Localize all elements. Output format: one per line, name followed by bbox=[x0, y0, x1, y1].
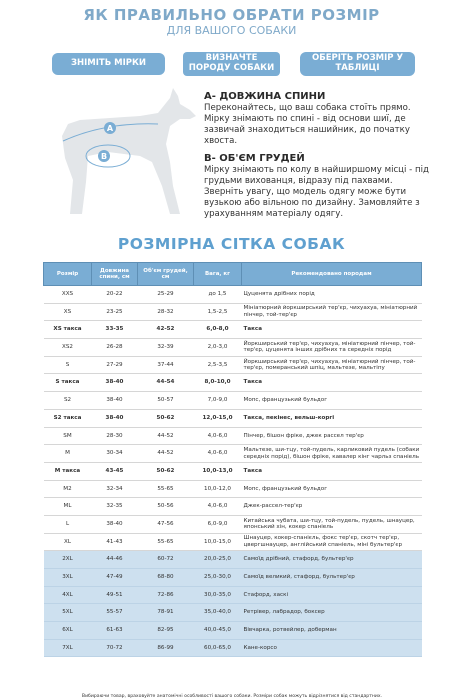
table-row bbox=[44, 515, 422, 533]
table-row bbox=[44, 356, 422, 374]
table-row bbox=[44, 303, 422, 321]
table-row bbox=[44, 392, 422, 410]
cell-weight: 20,0-25,0 bbox=[194, 551, 242, 569]
table-row bbox=[44, 321, 422, 339]
cell-chest: 37-44 bbox=[138, 356, 194, 374]
cell-size: ML bbox=[44, 498, 92, 516]
cell-weight: 30,0-35,0 bbox=[194, 586, 242, 604]
breed-button[interactable]: ВИЗНАЧТЕ ПОРОДУ СОБАКИ bbox=[183, 52, 280, 76]
cell-back: 33-35 bbox=[92, 321, 138, 339]
cell-back: 26-28 bbox=[92, 339, 138, 357]
cell-chest: 68-80 bbox=[138, 569, 194, 587]
cell-back: 27-29 bbox=[92, 356, 138, 374]
cell-weight: 10,0-15,0 bbox=[194, 533, 242, 551]
cell-back: 47-49 bbox=[92, 569, 138, 587]
cell-breeds: Мальтезе, ши-тцу, той-пудель, карликовий пудель (собаки середніх порід), бішон фріке, кавалер кінг чарльз спаніель bbox=[242, 445, 422, 463]
size-table-button[interactable]: ОБЕРІТЬ РОЗМІР У ТАБЛИЦІ bbox=[300, 52, 415, 76]
cell-back: 38-40 bbox=[92, 515, 138, 533]
cell-breeds: Кане-корсо bbox=[242, 639, 422, 657]
cell-breeds: Такса, пекінес, вельш-коргі bbox=[242, 409, 422, 427]
header-size: Розмір bbox=[44, 263, 92, 286]
section-a-text: Переконайтесь, що ваш собака стоїть прямо. Мірку знімають по спині - від основи шиї, де зазвичай знаходиться нашийник, до початку хвоста. bbox=[204, 103, 411, 146]
cell-back: 38-40 bbox=[92, 409, 138, 427]
cell-size: S2 bbox=[44, 392, 92, 410]
cell-size: XL bbox=[44, 533, 92, 551]
table-row bbox=[44, 339, 422, 357]
cell-size: M bbox=[44, 445, 92, 463]
cell-weight: 4,0-6,0 bbox=[194, 427, 242, 445]
table-row bbox=[44, 533, 422, 551]
cell-weight: до 1,5 bbox=[194, 286, 242, 304]
cell-back: 61-63 bbox=[92, 622, 138, 640]
cell-chest: 44-52 bbox=[138, 427, 194, 445]
cell-size: SM bbox=[44, 427, 92, 445]
cell-back: 32-34 bbox=[92, 480, 138, 498]
cell-breeds: Китайська чубата, ши-тцу, той-пудель, пудель, шнауцер, японський хін, кокер спаніель bbox=[242, 515, 422, 533]
cell-weight: 1,5-2,5 bbox=[194, 303, 242, 321]
cell-breeds: Джек-рассел-тер'єр bbox=[242, 498, 422, 516]
cell-breeds: Йоркширський тер'єр, чихуахуа, мініатюрний пінчер, той-тер'єр, померанський шпіц, мальтезе, мальтіпу bbox=[242, 356, 422, 374]
header-chest: Об'єм грудей, см bbox=[138, 263, 194, 286]
cell-breeds: Ретрівер, лабрадор, боксер bbox=[242, 604, 422, 622]
cell-back: 70-72 bbox=[92, 639, 138, 657]
cell-breeds: Мопс, французький бульдог bbox=[242, 480, 422, 498]
cell-chest: 72-86 bbox=[138, 586, 194, 604]
table-row bbox=[44, 639, 422, 657]
cell-back: 55-57 bbox=[92, 604, 138, 622]
cell-back: 44-46 bbox=[92, 551, 138, 569]
table-row bbox=[44, 480, 422, 498]
size-table bbox=[43, 262, 422, 657]
cell-weight: 2,0-3,0 bbox=[194, 339, 242, 357]
cell-size: 3XL bbox=[44, 569, 92, 587]
section-b-text: Мірку знімають по колу в найширшому місці - під грудьми вихованця, відразу під пахвами. Зверніть увагу, що модель одягу може бути вузькою або вільною по дизайну. Замовляйте з урахуванням матеріалу одягу. bbox=[204, 165, 429, 219]
cell-breeds: Такса bbox=[242, 462, 422, 480]
cell-weight: 4,0-6,0 bbox=[194, 498, 242, 516]
table-row bbox=[44, 498, 422, 516]
cell-size: 4XL bbox=[44, 586, 92, 604]
cell-back: 38-40 bbox=[92, 392, 138, 410]
cell-chest: 42-52 bbox=[138, 321, 194, 339]
cell-weight: 8,0-10,0 bbox=[194, 374, 242, 392]
cell-size: S bbox=[44, 356, 92, 374]
footer-note: Вибираючи товар, враховуйте анатомічні особливості вашого собаки. Розміри собак можуть відрізнятися від стандартних. bbox=[81, 694, 383, 699]
cell-back: 28-30 bbox=[92, 427, 138, 445]
cell-weight: 7,0-9,0 bbox=[194, 392, 242, 410]
table-row bbox=[44, 604, 422, 622]
cell-chest: 32-39 bbox=[138, 339, 194, 357]
cell-breeds: Мініатюрний йоркширський тер'єр, чихуахуа, мініатюрний пінчер, той-тер'єр bbox=[242, 303, 422, 321]
cell-chest: 47-56 bbox=[138, 515, 194, 533]
cell-chest: 86-99 bbox=[138, 639, 194, 657]
cell-chest: 50-57 bbox=[138, 392, 194, 410]
cell-chest: 50-62 bbox=[138, 409, 194, 427]
table-row bbox=[44, 409, 422, 427]
header-breeds: Рекомендовано породам bbox=[242, 263, 422, 286]
cell-size: L bbox=[44, 515, 92, 533]
section-b-heading: B- ОБ'ЄМ ГРУДЕЙ bbox=[204, 153, 305, 164]
cell-size: M2 bbox=[44, 480, 92, 498]
cell-breeds: Такса bbox=[242, 374, 422, 392]
cell-chest: 82-95 bbox=[138, 622, 194, 640]
table-row bbox=[44, 569, 422, 587]
cell-breeds: Йоркширський тер'єр, чихуахуа, мініатюрний пінчер, той-тер'єр, цуценята інших дрібних та середніх порід bbox=[242, 339, 422, 357]
header-back: Довжина спини, см bbox=[92, 263, 138, 286]
cell-chest: 44-52 bbox=[138, 445, 194, 463]
cell-size: XS bbox=[44, 303, 92, 321]
cell-weight: 10,0-12,0 bbox=[194, 480, 242, 498]
cell-breeds: Самоїд дрібний, стафорд, бультер'єр bbox=[242, 551, 422, 569]
dog-silhouette-icon bbox=[40, 86, 200, 236]
cell-weight: 6,0-9,0 bbox=[194, 515, 242, 533]
cell-size: 7XL bbox=[44, 639, 92, 657]
dog-label-a: A bbox=[106, 124, 114, 133]
cell-breeds: Пінчер, бішон фріке, джек рассел тер'єр bbox=[242, 427, 422, 445]
cell-back: 23-25 bbox=[92, 303, 138, 321]
cell-weight: 25,0-30,0 bbox=[194, 569, 242, 587]
cell-size: 2XL bbox=[44, 551, 92, 569]
header-subtitle: ДЛЯ ВАШОГО СОБАКИ bbox=[166, 24, 297, 37]
cell-back: 20-22 bbox=[92, 286, 138, 304]
cell-size: XS2 bbox=[44, 339, 92, 357]
cell-weight: 40,0-45,0 bbox=[194, 622, 242, 640]
cell-back: 41-43 bbox=[92, 533, 138, 551]
cell-breeds: Самоїд великий, стафорд, бультер'єр bbox=[242, 569, 422, 587]
cell-breeds: Мопс, французький бульдог bbox=[242, 392, 422, 410]
cell-chest: 50-62 bbox=[138, 462, 194, 480]
dog-label-b: B bbox=[100, 152, 108, 161]
table-row bbox=[44, 622, 422, 640]
section-a-heading: A- ДОВЖИНА СПИНИ bbox=[204, 91, 326, 102]
cell-back: 49-51 bbox=[92, 586, 138, 604]
cell-weight: 35,0-40,0 bbox=[194, 604, 242, 622]
cell-size: S такса bbox=[44, 374, 92, 392]
header-weight: Вага, кг bbox=[194, 263, 242, 286]
cell-chest: 60-72 bbox=[138, 551, 194, 569]
table-row bbox=[44, 427, 422, 445]
size-grid-title: РОЗМІРНА СІТКА СОБАК bbox=[117, 235, 346, 253]
cell-back: 38-40 bbox=[92, 374, 138, 392]
cell-size: M такса bbox=[44, 462, 92, 480]
cell-weight: 6,0-8,0 bbox=[194, 321, 242, 339]
header-title: ЯК ПРАВИЛЬНО ОБРАТИ РОЗМІР bbox=[83, 6, 380, 24]
table-row bbox=[44, 462, 422, 480]
cell-weight: 4,0-6,0 bbox=[194, 445, 242, 463]
cell-back: 32-35 bbox=[92, 498, 138, 516]
cell-weight: 10,0-13,0 bbox=[194, 462, 242, 480]
cell-size: 5XL bbox=[44, 604, 92, 622]
cell-size: 6XL bbox=[44, 622, 92, 640]
table-row bbox=[44, 286, 422, 304]
table-row bbox=[44, 374, 422, 392]
cell-chest: 55-65 bbox=[138, 533, 194, 551]
cell-chest: 78-91 bbox=[138, 604, 194, 622]
cell-size: XS такса bbox=[44, 321, 92, 339]
cell-breeds: Вівчарка, ротвейлер, доберман bbox=[242, 622, 422, 640]
cell-chest: 28-32 bbox=[138, 303, 194, 321]
cell-breeds: Стафорд, хаскі bbox=[242, 586, 422, 604]
cell-size: XXS bbox=[44, 286, 92, 304]
measure-button[interactable]: ЗНІМІТЬ МІРКИ bbox=[52, 53, 165, 75]
table-row bbox=[44, 586, 422, 604]
cell-back: 30-34 bbox=[92, 445, 138, 463]
cell-chest: 50-56 bbox=[138, 498, 194, 516]
cell-breeds: Цуценята дрібних порід bbox=[242, 286, 422, 304]
cell-chest: 44-54 bbox=[138, 374, 194, 392]
cell-weight: 60,0-65,0 bbox=[194, 639, 242, 657]
cell-back: 43-45 bbox=[92, 462, 138, 480]
cell-chest: 25-29 bbox=[138, 286, 194, 304]
cell-breeds: Такса bbox=[242, 321, 422, 339]
table-header-row bbox=[44, 263, 422, 286]
cell-breeds: Шнауцер, кокер-спанієль, фокс тер'єр, скотч тер'єр, цвергшнауцер, англійський спаніель, міні бультер'єр bbox=[242, 533, 422, 551]
table-row bbox=[44, 551, 422, 569]
cell-weight: 2,5-3,5 bbox=[194, 356, 242, 374]
cell-size: S2 такса bbox=[44, 409, 92, 427]
cell-chest: 55-65 bbox=[138, 480, 194, 498]
cell-weight: 12,0-15,0 bbox=[194, 409, 242, 427]
table-row bbox=[44, 445, 422, 463]
